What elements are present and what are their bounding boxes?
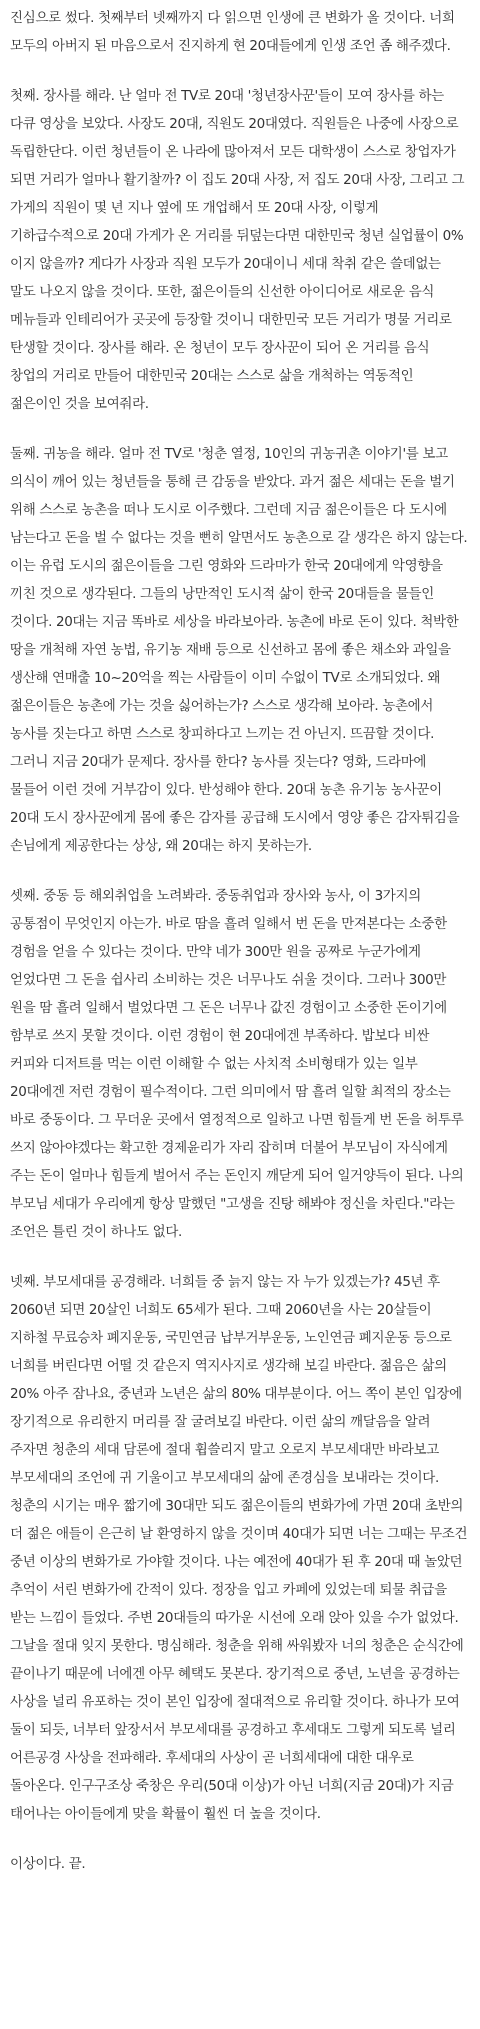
paragraph-third-overseas-job: 셋째. 중동 등 해외취업을 노려봐라. 중동취업과 장사와 농사, 이 3가지의 공통점이 무엇인지 아는가. 바로 땀을 흘려 일해서 번 돈을 만져본다는 소중한 경험을 얻을 수 있다는 것이다. 만약 네가 300만 원을 공짜로 누군가에게 얻었다면 그 돈을 쉽사리 소비하는 것은 너무나도 쉬울 것이다. 그러나 300만 원을 땀 흘려 일해서 벌었다면 그 돈은 너무나 값진 경험이고 소중한 돈이기에 함부로 쓰지 못할 것이다. 이런 경험이 현 20대에겐 부족하다. 밥보다 비싼 커피와 디저트를 먹는 이런 이해할 수 없는 사치적 소비형태가 있는 일부 20대에겐 저런 경험이 필수적이다. 그런 의미에서 땀 흘려 일할 최적의 장소는 바로 중동이다. 그 무더운 곳에서 열정적으로 일하고 나면 힘들게 번 돈을 허투루 쓰지 않아야겠다는 확고한 경제윤리가 자리 잡히며 더불어 부모님이 자식에게 주는 돈이 얼마나 힘들게 벌어서 주는 돈인지 깨닫게 되어 일거양득이 된다. 나의 부모님 세대가 우리에게 항상 말했던 "고생을 진탕 해봐야 정신을 차린다."라는 조언은 틀린 것이 하나도 없다.: [10, 888, 464, 1240]
paragraph-fourth-respect-parents: 넷째. 부모세대를 공경해라. 너희들 중 늙지 않는 자 누가 있겠는가? 45년 후 2060년 되면 20살인 너희도 65세가 된다. 그때 2060년을 사는 20살들이 지하철 무료승차 폐지운동, 국민연금 납부거부운동, 노인연금 폐지운동 등으로 너희를 버린다면 어떨 것 같은지 역지사지로 생각해 보길 바란다. 젊음은 삶의 20% 아주 잠나요, 중년과 노년은 삶의 80% 대부분이다. 어느 쪽이 본인 입장에 장기적으로 유리한지 머리를 잘 굴려보길 바란다. 이런 삶의 깨달음을 알려 주자면 청춘의 세대 담론에 절대 휩쓸리지 말고 오로지 부모세대만 바라보고 부모세대의 조언에 귀 기울이고 부모세대의 삶에 존경심을 보내라는 것이다. 청춘의 시기는 매우 짧기에 30대만 되도 젊은이들의 변화가에 가면 20대 초반의 더 젊은 애들이 은근히 날 환영하지 않을 것이며 40대가 되면 너는 그때는 무조건 중년 이상의 변화가로 가야할 것이다. 나는 예전에 40대가 된 후 20대 때 놀았던 추억이 서린 변화가에 간적이 있다. 정장을 입고 카페에 있었는데 퇴물 취급을 받는 느낌이 들었다. 주변 20대들의 따가운 시선에 오래 앉아 있을 수가 없었다. 그날을 절대 잊지 못한다. 명심해라. 청춘을 위해 싸워봤자 너의 청춘은 순식간에 끝이나기 때문에 너에겐 아무 혜택도 못본다. 장기적으로 중년, 노년을 공경하는 사상을 널리 유포하는 것이 본인 입장에 절대적으로 유리할 것이다. 하나가 모여 둘이 되듯, 너부터 앞장서서 부모세대를 공경하고 후세대도 그렇게 되도록 널리 어른공경 사상을 전파해라. 후세대의 사상이 곧 너희세대에 대한 대우로 돌아온다. 인구구조상 죽창은 우리(50대 이상)가 아닌 너희(지금 20대)가 지금 태어나는 아이들에게 맞을 확률이 훨씬 더 높을 것이다.: [10, 1274, 468, 1822]
paragraph-second-farming: 둘째. 귀농을 해라. 얼마 전 TV로 '청춘 열정, 10인의 귀농귀촌 이야기'를 보고 의식이 깨어 있는 청년들을 통해 큰 감동을 받았다. 과거 젊은 세대는 돈을 벌기 위해 스스로 농촌을 떠나 도시로 이주했다. 그런데 지금 젊은이들은 다 도시에 남는다고 돈을 벌 수 없다는 것을 뻔히 알면서도 농촌으로 갈 생각은 하지 않는다. 이는 유럽 도시의 젊은이들을 그린 영화와 드라마가 한국 20대에게 악영향을 끼친 것으로 생각된다. 그들의 낭만적인 도시적 삶이 한국 20대들을 물들인 것이다. 20대는 지금 똑바로 세상을 바라보아라. 농촌에 바로 돈이 있다. 척박한 땅을 개척해 자연 농법, 유기농 재배 등으로 신선하고 몸에 좋은 채소와 과일을 생산해 연매출 10~20억을 찍는 사람들이 이미 수없이 TV로 소개되었다. 왜 젊은이들은 농촌에 가는 것을 싫어하는가? 스스로 생각해 보아라. 농촌에서 농사를 짓는다고 하면 스스로 창피하다고 느끼는 건 아닌지. 뜨끔할 것이다. 그러니 지금 20대가 문제다. 장사를 한다? 농사를 짓는다? 영화, 드라마에 물들어 이런 것에 거부감이 있다. 반성해야 한다. 20대 농촌 유기농 농사꾼이 20대 도시 장사꾼에게 몸에 좋은 감자를 공급해 도시에서 영양 좋은 감자튀김을 손님에게 제공한다는 상상, 왜 20대는 하지 못하는가.: [10, 446, 468, 854]
intro-paragraph: 진심으로 썼다. 첫째부터 넷째까지 다 읽으면 인생에 큰 변화가 올 것이다. 너희 모두의 아버지 된 마음으로서 진지하게 현 20대들에게 인생 조언 좀 해주겠다.: [10, 10, 455, 54]
closing-paragraph: 이상이다. 끝.: [10, 1856, 86, 1872]
paragraph-first-business: 첫째. 장사를 해라. 난 얼마 전 TV로 20대 '청년장사꾼'들이 모여 장사를 하는 다큐 영상을 보았다. 사장도 20대, 직원도 20대였다. 직원들은 나중에 사장으로 독립한단다. 이런 청년들이 온 나라에 많아져서 모든 대학생이 스스로 창업자가 되면 거리가 얼마나 활기찰까? 이 집도 20대 사장, 저 집도 20대 사장, 그리고 그 가게의 직원이 몇 년 지나 옆에 또 개업해서 또 20대 사장, 이렇게 기하급수적으로 20대 가게가 온 거리를 뒤덮는다면 대한민국 청년 실업률이 0%이지 않을까? 게다가 사장과 직원 모두가 20대이니 세대 착취 같은 쓸데없는 말도 나오지 않을 것이다. 또한, 젊은이들의 신선한 아이디어로 새로운 음식 메뉴들과 인테리어가 곳곳에 등장할 것이니 대한민국 모든 거리가 명물 거리로 탄생할 것이다. 장사를 해라. 온 청년이 모두 장사꾼이 되어 온 거리를 음식 창업의 거리로 만들어 대한민국 20대는 스스로 삶을 개척하는 역동적인 젊은이인 것을 보여줘라.: [10, 88, 465, 412]
